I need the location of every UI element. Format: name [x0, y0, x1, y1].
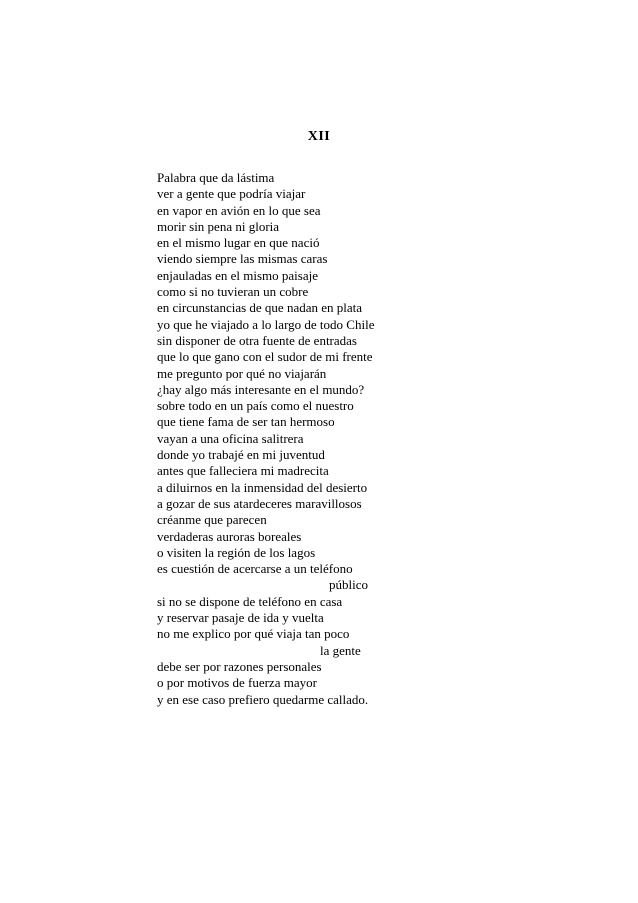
poem-line: y reservar pasaje de ida y vuelta	[157, 610, 324, 626]
poem-line: créanme que parecen	[157, 512, 267, 528]
poem-line: ver a gente que podría viajar	[157, 186, 306, 202]
poem-line: morir sin pena ni gloria	[157, 218, 280, 234]
poem-line: si no se dispone de teléfono en casa	[157, 593, 343, 609]
poem-line: a gozar de sus atardeceres maravillosos	[157, 495, 362, 511]
poem-line: donde yo trabajé en mi juventud	[157, 447, 325, 463]
poem-line: o visiten la región de los lagos	[157, 544, 316, 560]
poem-line: que lo que gano con el sudor de mi frente	[157, 349, 373, 365]
poem-line: viendo siempre las mismas caras	[157, 251, 328, 267]
poem-line: en vapor en avión en lo que sea	[157, 202, 321, 218]
poem-line: en circunstancias de que nadan en plata	[157, 300, 363, 316]
poem-line: es cuestión de acercarse a un teléfono	[157, 561, 353, 577]
poem-line: y en ese caso prefiero quedarme callado.	[157, 691, 369, 707]
poem-line: Palabra que da lástima	[157, 170, 275, 185]
poem-line: que tiene fama de ser tan hermoso	[157, 414, 335, 430]
poem-line-indented: la gente	[320, 642, 361, 658]
poem-line: como si no tuvieran un cobre	[157, 284, 309, 300]
poem-line: ¿hay algo más interesante en el mundo?	[157, 381, 365, 397]
poem-line: debe ser por razones personales	[157, 658, 322, 674]
poem-title: XII	[307, 129, 331, 144]
poem-line-indented: público	[329, 577, 368, 593]
poem-line: yo que he viajado a lo largo de todo Chile	[157, 316, 375, 332]
poem-line: o por motivos de fuerza mayor	[157, 675, 317, 691]
poem-line: en el mismo lugar en que nació	[157, 235, 320, 251]
poem-line: vayan a una oficina salitrera	[157, 430, 304, 446]
poem-line: a diluirnos en la inmensidad del desierto	[157, 479, 368, 495]
poem-line: antes que falleciera mi madrecita	[157, 463, 329, 479]
poem-line: sobre todo en un país como el nuestro	[157, 398, 354, 414]
poem-line: sin disponer de otra fuente de entradas	[157, 332, 357, 348]
poem-body	[157, 170, 517, 708]
poem-line: enjauladas en el mismo paisaje	[157, 267, 319, 283]
poem-line: no me explico por qué viaja tan poco	[157, 626, 350, 642]
poem-line: me pregunto por qué no viajarán	[157, 365, 327, 381]
poem-line: verdaderas auroras boreales	[157, 528, 302, 544]
